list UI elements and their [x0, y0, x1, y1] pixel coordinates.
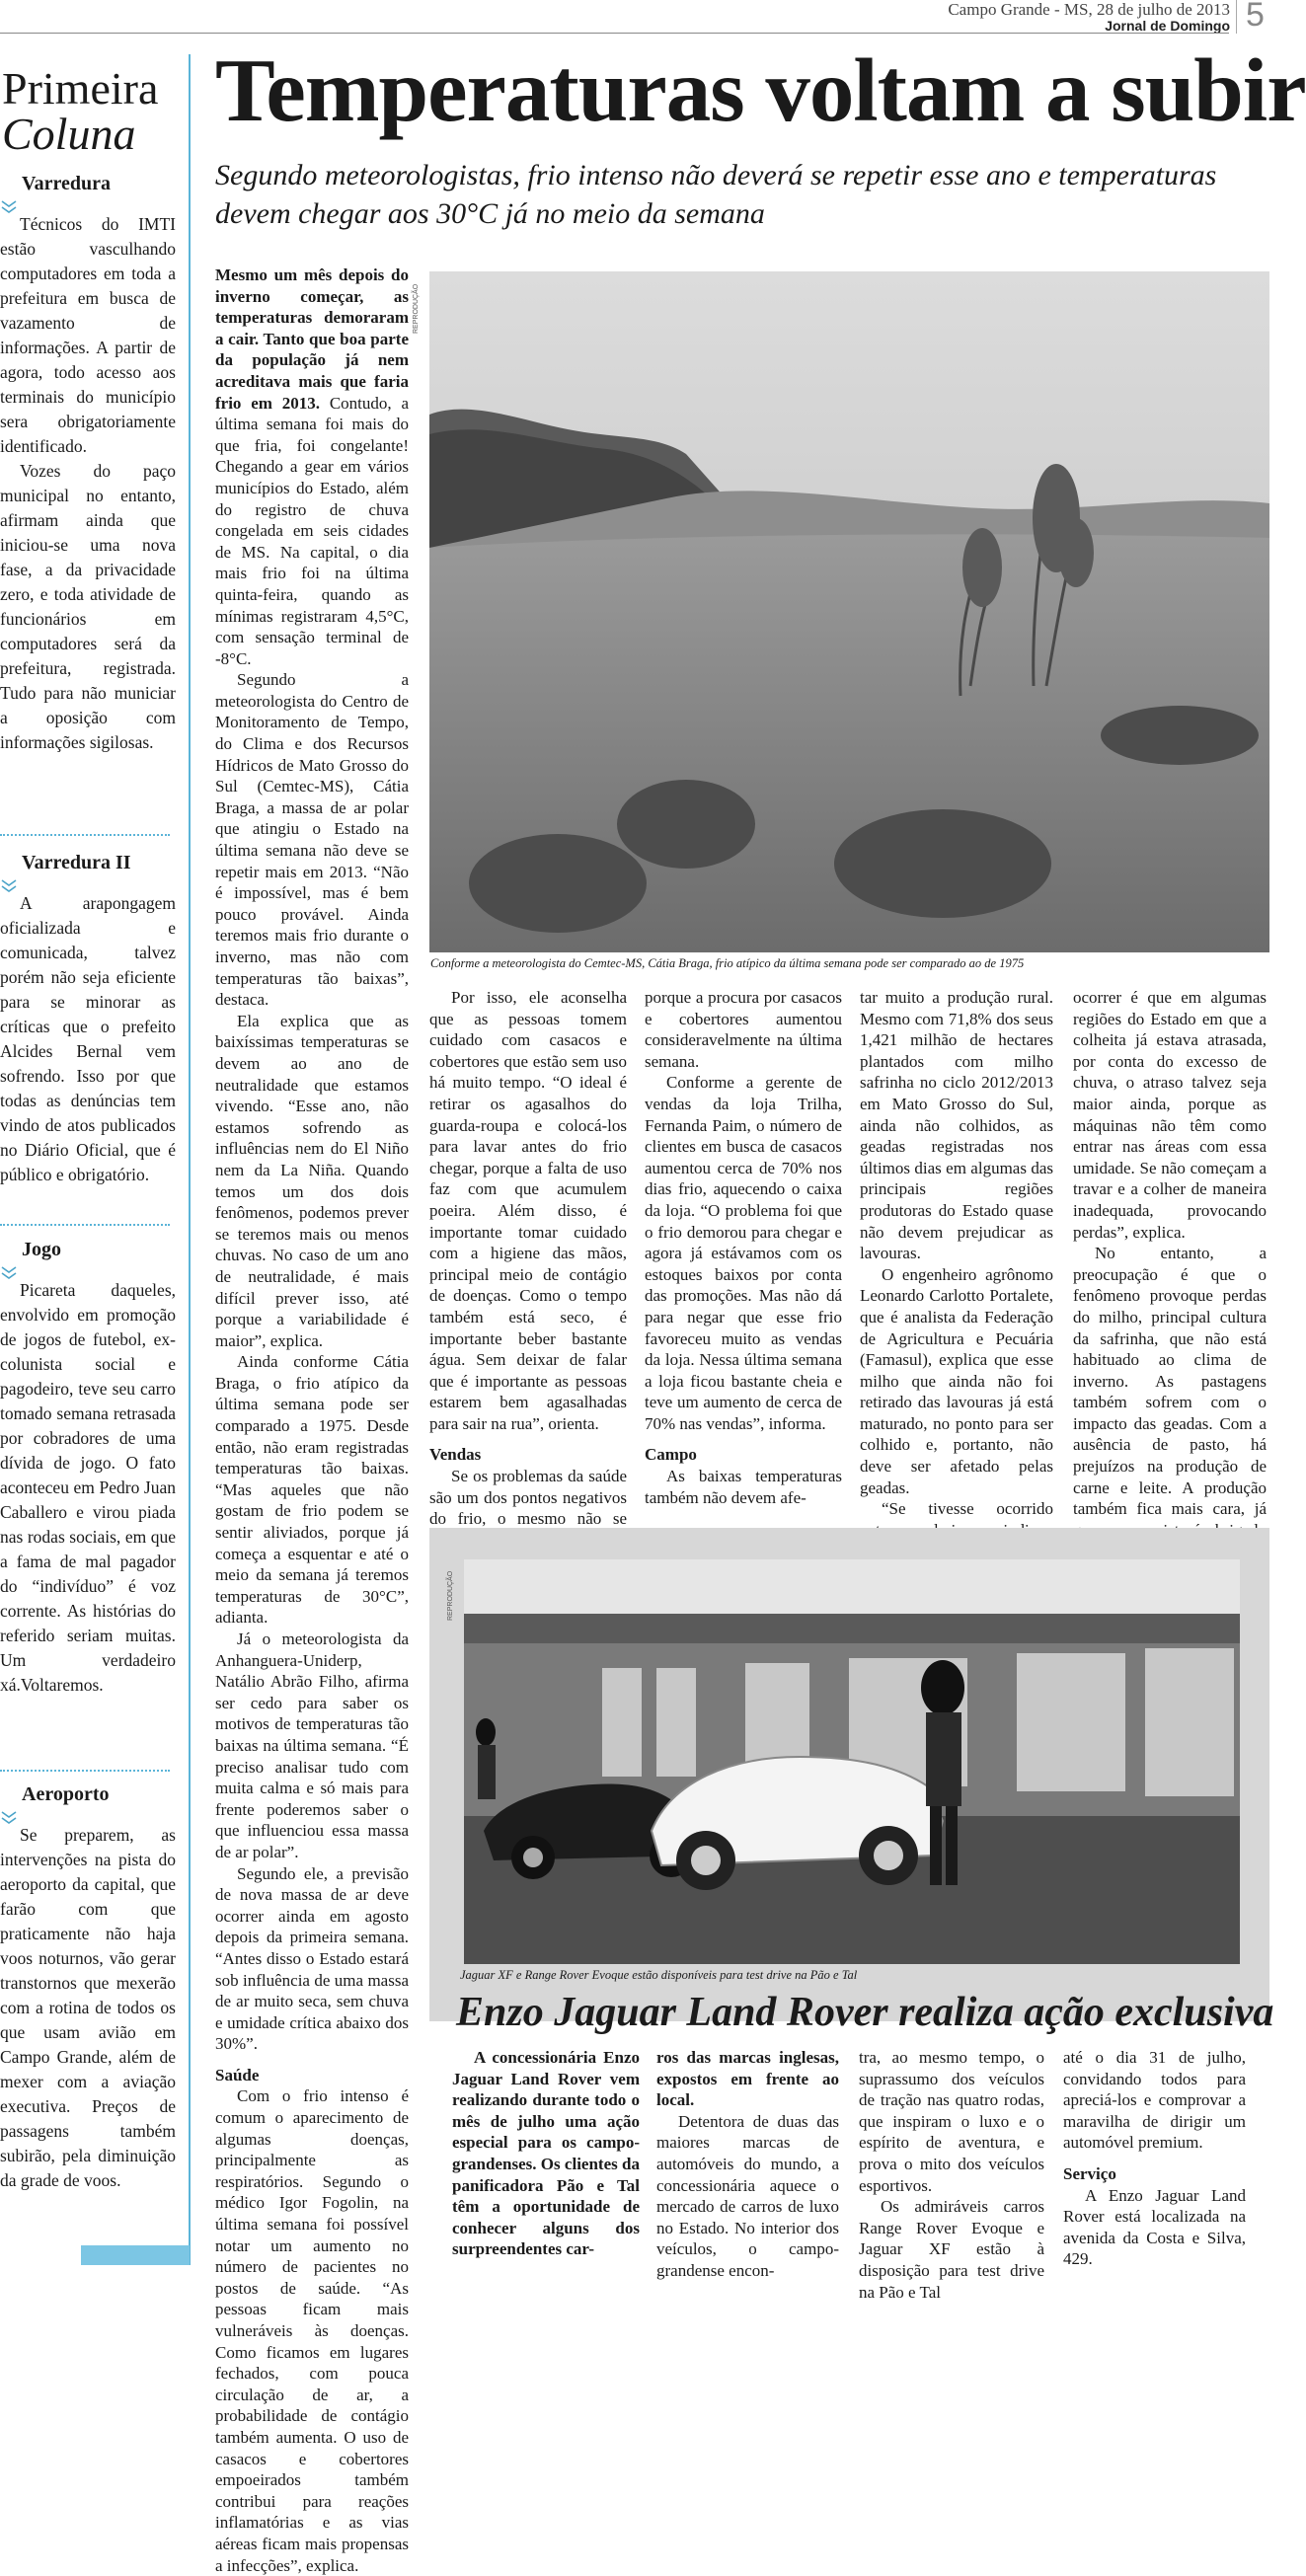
article-column-3: [645, 987, 842, 1508]
article-column-1: [215, 265, 409, 2576]
article2-column-4: [1063, 2047, 1246, 2270]
paragraph: Detentora de duas das maiores marcas de automóveis do mundo, a concessionária aquece o mercado de carros de luxo no Estado. No interior dos veículos, o campo-grandense encon-: [656, 2111, 839, 2280]
article-column-5: [1073, 987, 1267, 1584]
lead-text: Mesmo um mês depois do inverno começar, as temperaturas demoraram a cair. Tanto que boa parte da população já nem acreditava mais que faria frio em 2013.: [215, 265, 409, 413]
article2-column-1: [452, 2047, 640, 2260]
section-body: [0, 1278, 176, 1698]
paragraph: A arapongagem oficializada e comunicada, talvez porém não seja eficiente para se minorar as críticas que o prefeito Alcides Bernal vem sofrendo. Isso por que todas as denúncias tem vindo de atos publicados no Diário Oficial, que é público e obrigatório.: [0, 893, 176, 1184]
paragraph: Vozes do paço municipal no entanto, afirmam ainda que iniciou-se uma nova fase, a da privacidade zero, e toda atividade de funcionários em computadores será da prefeitura, registrada. Tudo para não municiar a oposição com informações sigilosas.: [0, 461, 176, 752]
header-rule: [0, 33, 1229, 34]
frost-field-photo: [429, 271, 1269, 952]
paragraph: Se preparem, as intervenções na pista do aeroporto da capital, que farão com que praticamente não haja voos noturnos, vão gerar transtornos que mexerão com a rotina de todos os que usam avião em Campo Grande, além de mexer com a aviação executiva. Preços de passagens também subirão, pela diminuição da grade de voos.: [0, 1825, 176, 2190]
paragraph: tar muito a produção rural. Mesmo com 71,8% dos seus 1,421 milhão de hectares plantados com milho safrinha no ciclo 2012/2013 em Mato Grosso do Sul, ainda não colhidos, as geadas registradas nos últimos dias em algumas das principais regiões produtoras do Estado quase não devem prejudicar as lavouras.: [860, 988, 1053, 1263]
section-divider: [0, 1224, 170, 1226]
headline-deck: Segundo meteorologistas, frio intenso não deverá se repetir esse ano e temperaturas devem chegar aos 30°C já no meio da semana: [215, 159, 1217, 230]
paragraph: Por isso, ele aconselha que as pessoas tomem cuidado com casacos e cobertores que estão sem uso há muito tempo. “O ideal é retirar os agasalhos do guarda-roupa e colocá-los para lavar antes do frio chegar, porque a falta de uso faz com que acumulem poeira. Além disso, é importante tomar cuidado com a higiene das mãos, principal meio de contágio de doenças. Como o tempo também está seco, é importante beber bastante água. Sem deixar de falar que é importante as pessoas estarem bem agasalhadas para sair na rua”, orienta.: [429, 988, 627, 1433]
section-divider: [0, 1770, 170, 1772]
paragraph: Os admiráveis carros Range Rover Evoque e Jaguar XF estão à disposição para test drive na Pão e Tal: [859, 2197, 1044, 2302]
sidebar-title-line1: Primeira: [2, 63, 159, 114]
main-headline: Temperaturas voltam a subir: [215, 40, 1306, 140]
lead-paragraph: [215, 265, 409, 669]
paragraph: tra, ao mesmo tempo, o suprassumo dos veículos de tração nas quatro rodas, que inspiram o luxo e o espírito de aventura, e prova o mito dos veículos esportivos.: [859, 2048, 1044, 2195]
article2-headline: Enzo Jaguar Land Rover realiza ação exclusiva: [456, 1990, 1274, 2035]
section-body: [0, 1823, 176, 2193]
paragraph: porque a procura por casacos e cobertores aumentou consideravelmente na última semana.: [645, 988, 842, 1071]
page-number: 5: [1246, 0, 1265, 34]
article2-column-2: [656, 2047, 839, 2282]
paragraph: O engenheiro agrônomo Leonardo Carlotto Portalete, que é analista da Federação de Agricultura e Pecuária (Famasul), explica que esse milho que ainda não foi retirado das lavouras já está maturado, no ponto para ser colhido e, portanto, não deve ser afetado pelas geadas.: [860, 1264, 1053, 1497]
paragraph: No entanto, a preocupação é que o fenômeno provoque perdas do milho, principal cultura da safrinha, que não está habituado ao clima de inverno. As pastagens também sofrem com o impacto das geadas. Com a ausência de pasto, há prejuízos na produção de carne e leite. A produção também fica mais cara, já: [1073, 1244, 1267, 1519]
primeira-coluna-sidebar: [0, 54, 191, 2265]
subhead: Vendas: [429, 1445, 482, 1465]
paragraph: As baixas temperaturas também não devem afe-: [645, 1467, 842, 1507]
subhead: Serviço: [1063, 2163, 1116, 2183]
subhead: Campo: [645, 1445, 697, 1465]
newspaper-name: Jornal de Domingo: [1105, 18, 1230, 34]
paragraph: Segundo a meteorologista do Centro de Monitoramento de Tempo, do Clima e dos Recursos Hídricos de Mato Grosso do Sul (Cemtec-MS), Cátia Braga, a massa de ar polar que atingiu o Estado na última semana não deve se repetir mais em 2013. “Não é impossível, mas é bem pouco provável. Ainda teremos mais frio durante o inverno, mas não com temperaturas tão baixas”, destaca.: [215, 670, 409, 1010]
article2-column-3: [859, 2047, 1044, 2303]
paragraph: Se os problemas da saúde são um dos pontos negativos do frio, o mesmo não se: [429, 1467, 627, 1529]
section-heading: Varredura: [22, 173, 111, 194]
paragraph: Técnicos do IMTI estão vasculhando computadores em toda a prefeitura em busca de vazamento de informações. A partir de agora, todo acesso aos terminais do município sera obrigatoriamente identificado.: [0, 214, 176, 456]
paragraph: “Se tivesse ocorrido: [882, 1499, 1053, 1519]
lead-rest: Contudo, a última semana foi mais do que fria, foi congelante! Chegando a gear em vários municípios do Estado, além do registro de chuva congelada em seis cidades de MS. Na capital, o dia mais frio foi na última quinta-feira, quando as mínimas registraram 4,5°C, com sensação terminal de -8°C.: [215, 393, 409, 668]
paragraph: Picareta daqueles, envolvido em promoção de jogos de futebol, ex-colunista social e pagodeiro, teve seu carro tomado semana retrasada por cobradores de uma dívida de jogo. O fato aconteceu em Pedro Juan Caballero e virou piada nas rodas sociais, em que a fama de mal pagador do “indivíduo” é voz corrente. As histórias do referido seriam muitas. Um verdadeiro xá.Voltaremos.: [0, 1280, 176, 1695]
sidebar-footer-bar: [81, 2245, 190, 2265]
photo-caption: Conforme a meteorologista do Cemtec-MS, Cátia Braga, frio atípico da última semana pode ser comparado ao de 1975: [430, 956, 1025, 970]
sidebar-section-jogo: [0, 1239, 176, 1698]
paragraph: Segundo ele, a previsão de nova massa de ar deve ocorrer ainda em agosto depois da primeira semana. “Antes disso o Estado estará sob influência de uma massa de ar muito seca, sem chuva e umidade crítica abaixo dos 30%”.: [215, 1863, 409, 2054]
section-heading: Aeroporto: [22, 1783, 110, 1805]
photo-credit: REPRODUÇÃO: [447, 1570, 454, 1621]
section-body: [0, 212, 176, 755]
subhead: Saúde: [215, 2065, 260, 2084]
cars-showroom-photo: [464, 1559, 1240, 1964]
sidebar-title-line2: Coluna: [2, 109, 136, 159]
paragraph: até o dia 31 de julho, convidando todos para apreciá-los e comprovar a maravilha de dirigir um automóvel premium.: [1063, 2048, 1246, 2153]
header-divider: [1236, 0, 1237, 34]
paragraph: ros das marcas inglesas, expostos em frente ao local.: [656, 2048, 839, 2110]
section-body: [0, 891, 176, 1187]
paragraph: Com o frio intenso é comum o aparecimento de algumas doenças, principalmente as respiratórios. Segundo o médico Igor Fogolin, na última semana foi possível notar um aumento no número de pacientes no postos de saúde. “As pessoas ficam mais vulneráveis às doenças. Como ficamos em lugares fechados, com pouca circulação de ar, a probabilidade de contágio também aumenta. O uso de casacos e cobertores empoeirados também contribui para reações inflamatórias e as vias aéreas ficam mais propensas a infecções”, explica.: [215, 2086, 409, 2575]
sidebar-section-varredura-ii: [0, 852, 176, 1187]
section-heading: Varredura II: [22, 852, 131, 873]
section-divider: [0, 834, 170, 836]
edition-date-line: Campo Grande - MS, 28 de julho de 2013: [948, 0, 1230, 19]
paragraph: Conforme a gerente de vendas da loja Trilha, Fernanda Paim, o número de clientes em busca de casacos aumentou cerca de 70% nos dias frio, aquecendo o caixa da loja. “O problema foi que o frio demorou para chegar e agora já estávamos com os estoques baixos por conta das promoções. Mas não dá para negar que esse frio favoreceu muito as vendas da loja. Nessa última semana a loja ficou bastante cheia e teve um aumento de cerca de 70% nas vendas”, informa.: [645, 1073, 842, 1433]
lead-paragraph: A concessionária Enzo Jaguar Land Rover vem realizando durante todo o mês de julho uma ação especial para os campo-grandenses. Os clientes da panificadora Pão e Tal têm a oportunidade de conhecer alguns dos surpreendentes car-: [452, 2048, 640, 2259]
paragraph: ocorrer é que em algumas regiões do Estado em que a colheita já estava atrasada, por conta do excesso de chuva, o atraso talvez seja maior ainda, porque as máquinas não têm como entrar nas áreas com essa umidade. Se não começam a travar e a colher de maneira inadequada, provocando perdas”, explica.: [1073, 988, 1267, 1242]
paragraph: Ela explica que as baixíssimas temperaturas se devem ao ano de neutralidade que estamos vivendo. “Esse ano, não estamos sofrendo as influências nem do El Niño nem da La Niña. Quando temos um dos dois fenômenos, podemos prever se teremos mais ou menos chuvas. No caso de um ano de neutralidade, é mais difícil prever isso, até porque a variabilidade é maior”, explica.: [215, 1011, 409, 1350]
section-heading: Jogo: [22, 1239, 61, 1260]
article-column-4: [860, 987, 1053, 1562]
paragraph: Já o meteorologista da Anhanguera-Uniderp, Natálio Abrão Filho, afirma ser cedo para saber os motivos de temperaturas tão baixas na última semana. “É preciso analisar tudo com muita calma e só mais para frente poderemos saber o que influenciou essa massa de ar polar”.: [215, 1629, 409, 1861]
sidebar-section-varredura: [0, 173, 176, 755]
sidebar-section-aeroporto: [0, 1783, 176, 2193]
paragraph: Ainda conforme Cátia Braga, o frio atípico da última semana pode ser comparado a 1975. Desde então, não eram registradas temperaturas tão baixas. “Mas aqueles que não gostam de frio podem se sentir aliviados, porque já começa a esquentar e até o meio da semana já teremos temperaturas de 30°C”, adianta.: [215, 1352, 409, 1628]
photo-credit: REPRODUÇÃO: [413, 283, 420, 334]
photo-caption: Jaguar XF e Range Rover Evoque estão disponíveis para test drive na Pão e Tal: [460, 1968, 858, 1982]
article-column-2: [429, 987, 627, 1551]
paragraph: A Enzo Jaguar Land Rover está localizada na avenida da Costa e Silva, 429.: [1063, 2185, 1246, 2269]
